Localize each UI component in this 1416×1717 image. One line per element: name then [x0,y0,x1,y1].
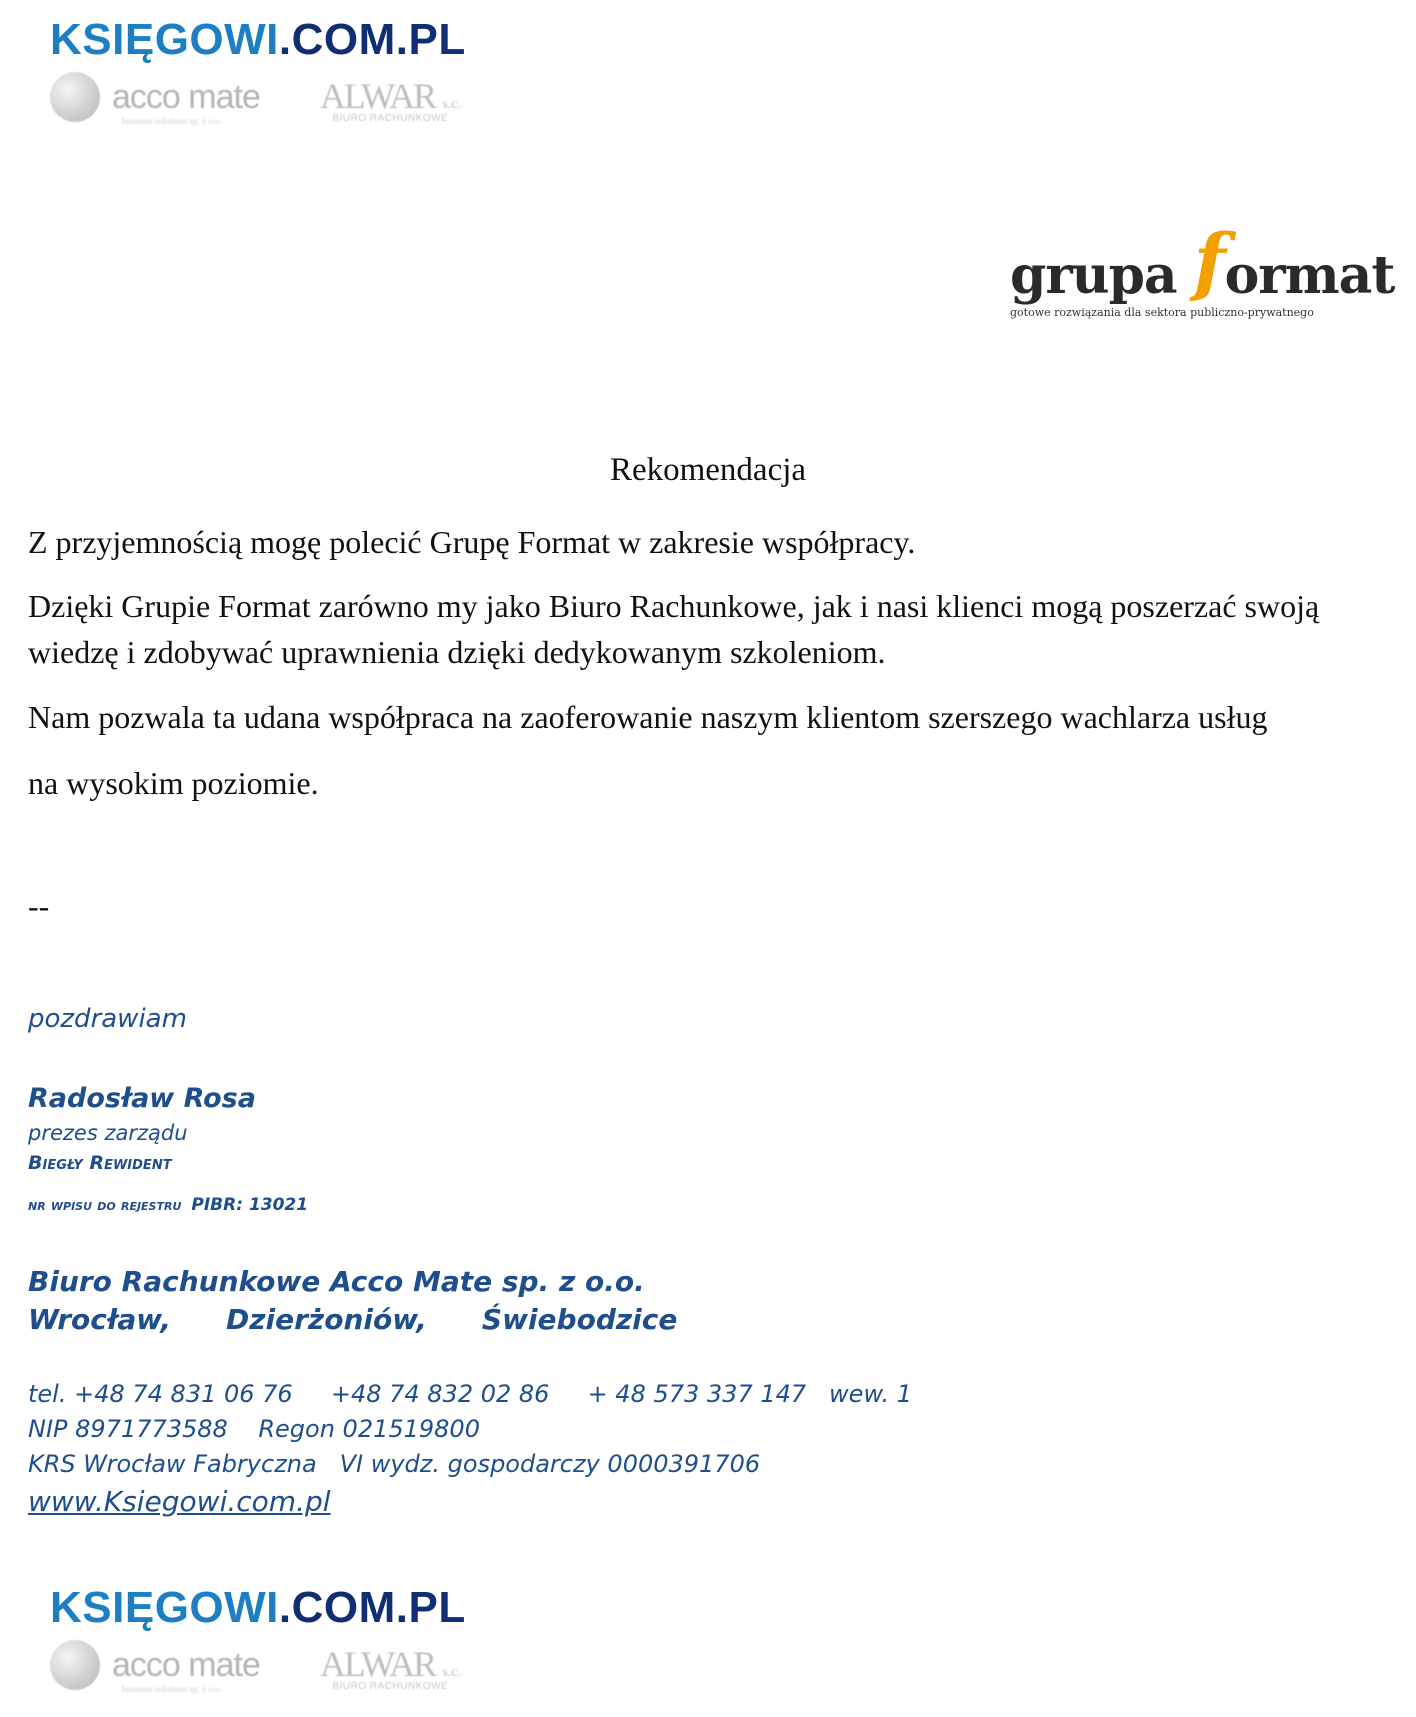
letter-paragraph-1: Z przyjemnością mogę polecić Grupę Format w zakresie współpracy. [28,524,916,560]
signature-cities: Wrocław, Dzierżoniów, Świebodzice [28,1303,678,1336]
grupa-format-logo [1010,219,1395,319]
letter-paragraph-4: na wysokim poziomie. [28,765,319,801]
partner-logos [50,1640,530,1694]
letter-paragraph-3: Nam pozwala ta udana współpraca na zaoferowanie naszym klientom szerszego wachlarza usług [28,699,1268,735]
signature-krs: KRS Wrocław Fabryczna VI wydz. gospodarczy 0000391706 [28,1450,761,1478]
website-link[interactable]: www.Ksiegowi.com.pl [28,1485,331,1518]
grupa-format-tagline: gotowe rozwiązania dla sektora publiczno-prywatnego [1010,306,1314,319]
alwar-logo: ALWAR s.c. BIURO RACHUNKOWE [319,1643,461,1692]
signature-company: Biuro Rachunkowe Acco Mate sp. z o.o. [28,1265,645,1298]
acco-mate-logo: acco mate business solutions sp. z o.o. [50,72,260,126]
letter-paragraph-2: Dzięki Grupie Format zarówno my jako Biuro Rachunkowe, jak i nasi klienci mogą poszerzać swoją wiedzę i zdobywać uprawnienia dzięki dedykowanym szkoleniom. [28,588,1320,670]
globe-icon [50,1640,100,1690]
partner-logos [50,72,530,126]
footer-logo [50,1582,530,1694]
letter-title: Rekomendacja [609,452,807,488]
signature-phones: tel. +48 74 831 06 76 +48 74 832 02 86 + 48 573 337 147 wew. 1 [28,1380,913,1408]
acco-mate-logo: acco mate business solutions sp. z o.o. [50,1640,260,1694]
signature-separator: -- [28,888,50,924]
signature-certification: Biegły Rewident [28,1152,172,1174]
header-logo [50,14,530,126]
globe-icon [50,72,100,122]
alwar-logo: ALWAR s.c. BIURO RACHUNKOWE [319,75,461,124]
ksiegowi-logo-text: KSIĘGOWI.COM.PL [50,15,466,64]
signature-nip-regon: NIP 8971773588 Regon 021519800 [28,1415,480,1443]
grupa-format-logo-text: grupa format [1010,219,1395,306]
signature-registry: nr wpisu do rejestru PIBR: 13021 [28,1195,309,1215]
signature-role: prezes zarządu [28,1121,188,1145]
signature-greeting: pozdrawiam [28,1004,187,1034]
ksiegowi-logo-text: KSIĘGOWI.COM.PL [50,1583,466,1632]
signature-name: Radosław Rosa [28,1083,256,1114]
